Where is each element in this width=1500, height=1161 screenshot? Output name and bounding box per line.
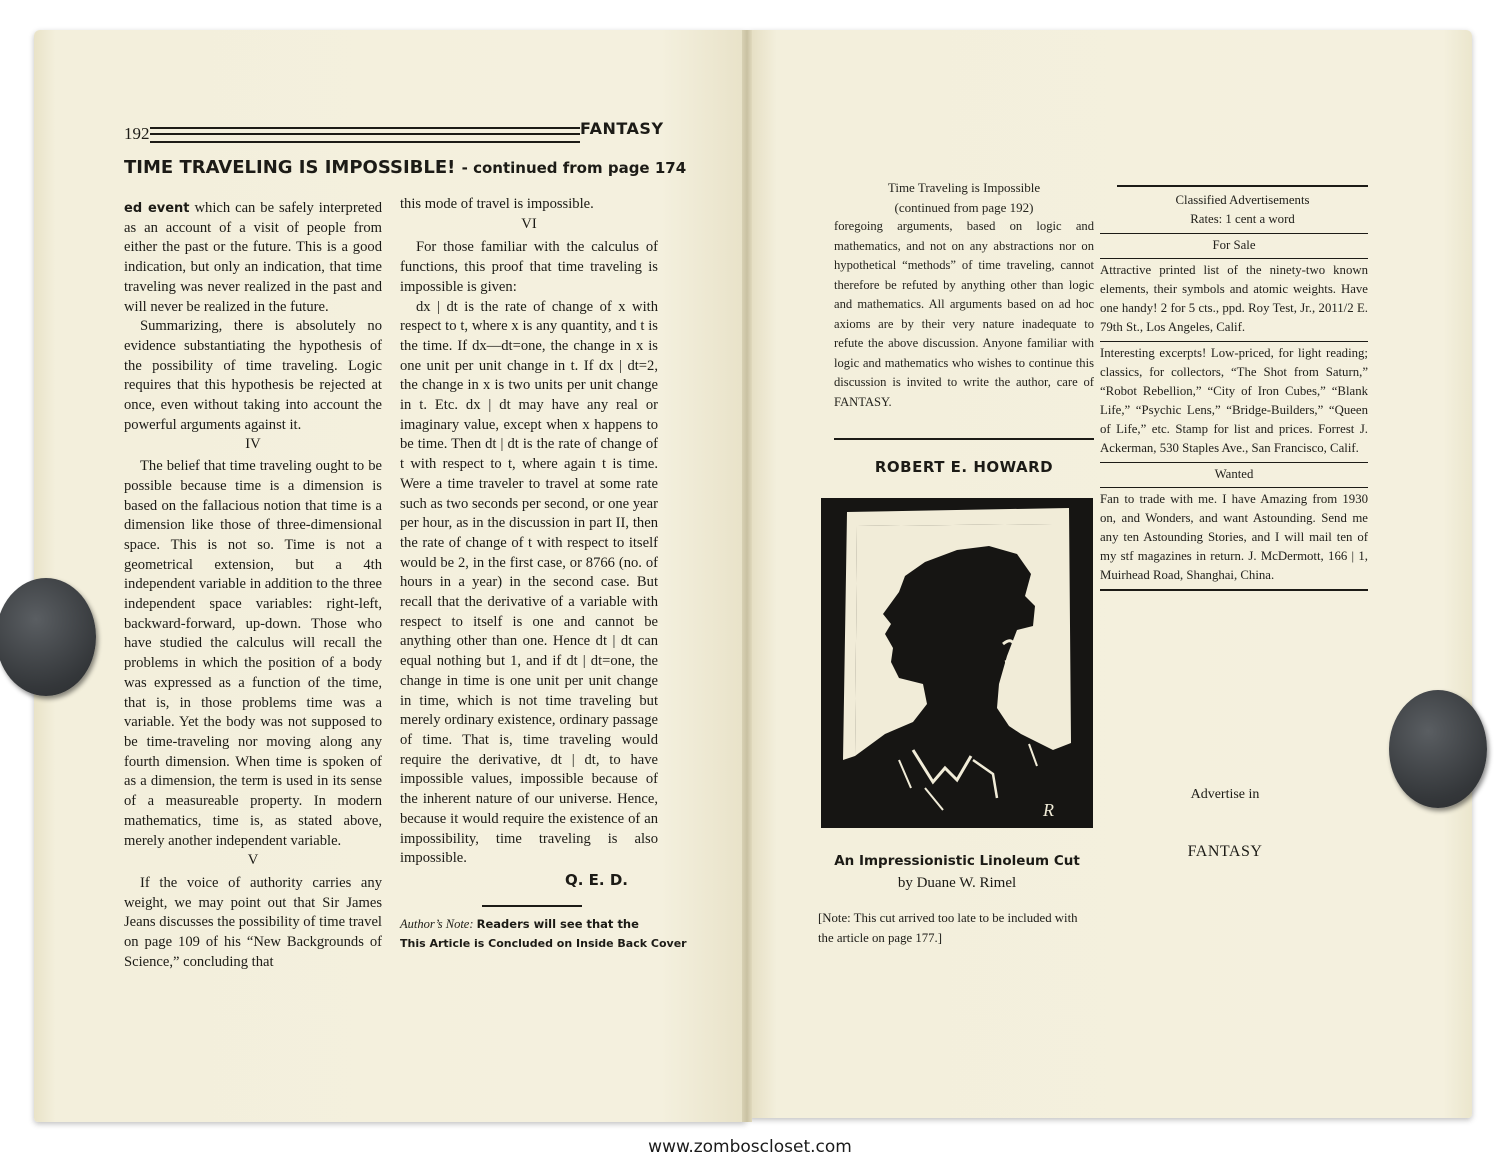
book-gutter <box>742 30 752 1122</box>
linoleum-cut-portrait <box>821 498 1093 828</box>
concluded-line: This Article is Concluded on Inside Back Cover <box>400 936 687 950</box>
paragraph: If the voice of authority carries any weight, we may point out that Sir James Jeans discusses the possibility of time travel on page 109 of his “New Backgrounds of Science,” concluding that <box>124 874 382 970</box>
ads-section-wanted: Wanted <box>1214 467 1254 481</box>
portrait-signature: R <box>1043 800 1054 820</box>
continuation-block <box>834 178 1094 412</box>
ad-item: Attractive printed list of the ninety-two known elements, their symbols and atomic weights. Have one handy! 2 for 5 cts., ppd. Roy Test, Jr., 2011/2 E. 79th St., Los Angeles, Calif. <box>1100 263 1368 334</box>
portrait-caption <box>822 850 1092 894</box>
advertise-magazine: FANTASY <box>1187 843 1263 860</box>
authors-note <box>400 915 658 934</box>
divider <box>482 905 582 907</box>
article-title-text: TIME TRAVELING IS IMPOSSIBLE! <box>124 157 456 178</box>
divider <box>1100 589 1368 591</box>
magnet-weight <box>1389 690 1487 808</box>
article-title <box>124 157 687 178</box>
divider <box>1117 185 1368 187</box>
paragraph-lead: ed event <box>124 201 190 216</box>
continuation-title: Time Traveling is Impossible <box>887 180 1041 195</box>
ads-title: Classified Advertisements <box>1175 193 1310 207</box>
paragraph: For those familiar with the calculus of functions, this proof that time traveling is impossible is given: <box>400 239 658 295</box>
section-heading: IV <box>245 436 261 453</box>
cut-note: [Note: This cut arrived too late to be included with the article on page 177.] <box>818 911 1078 945</box>
paragraph <box>124 199 382 317</box>
note-text: Readers will see that the <box>476 916 639 931</box>
article-title-continued: - continued from page 174 <box>461 159 687 177</box>
divider <box>834 438 1094 440</box>
magazine-name: FANTASY <box>580 119 664 138</box>
classified-ads <box>1100 185 1368 591</box>
caption-line-2: by Duane W. Rimel <box>897 875 1017 891</box>
magnet-weight <box>0 578 96 696</box>
watermark: www.zomboscloset.com <box>648 1137 852 1157</box>
ad-item: Interesting excerpts! Low-priced, for light reading; classics, for collectors, “The Shot from Saturn,” “Robot Rebellion,” “City of Iron Cubes,” “Blank Life,” “Psychic Lens,” “Bridge-Builders,” “Queen of Life,” etc. Stamp for list and prices. Forrest J. Ackerman, 530 Staples Ave., San Francisco, Calif. <box>1100 346 1368 455</box>
header-rule <box>150 127 580 143</box>
continuation-subtitle: (continued from page 192) <box>894 199 1034 215</box>
caption-line-1: An Impressionistic Linoleum Cut <box>834 853 1080 869</box>
article-column-1 <box>124 199 382 972</box>
qed-mark: Q. E. D. <box>565 870 628 889</box>
page-number: 192 <box>124 124 150 143</box>
ad-item: Fan to trade with me. I have Amazing from 1930 on, and Wonders, and want Astounding. Send me any ten Astounding Stories, and I will mail ten of my stf magazines in return. J. McDermott, 166 | 1, Muirhead Road, Shanghai, China. <box>1100 492 1368 582</box>
paragraph: this mode of travel is impossible. <box>400 196 594 212</box>
paragraph: The belief that time traveling ought to be possible because time is a dimension is based on the fallacious notion that time is a dimension like those of three-dimensional space. This is not so. Time is not a geometrical extension, but a 4th independent variable in addition to the three independent space variables: right-left, backward-forward, up-down. Those who have studied the calculus will recall the problems in which the position of a body was expressed as a function of the time, that is, in those problems time was a variable. Yet the body was not supposed to be time-traveling nor moving along any fourth dimension. When time is spoken of as a dimension, the term is used in its sense of a measureable property. In modern mathematics, time is, as stated above, merely another independent variable. <box>124 458 382 849</box>
section-heading: VI <box>521 215 537 232</box>
portrait-silhouette-image <box>821 498 1093 828</box>
continuation-text: foregoing arguments, based on logic and mathematics, and not on any abstractions nor on hypothetical “methods” of time traveling, cannot therefore be refuted by anything other than logic and mathematics. All arguments based on ad hoc axioms are by their very nature inadequate to refute the above discussion. Anyone familiar with logic and mathematics who wishes to continue this discussion is invited to write the author, care of FANTASY. <box>834 219 1094 409</box>
paragraph: dx | dt is the rate of change of x with respect to t, where x is any quantity, and t is the time. If dx—dt=one, the change in x is one unit per unit change in t. If dx | dt=2, the change in x is two units per unit change in t. Etc. dx | dt may have any real or imaginary value, except when x happens to be time. Then dt | dt is the rate of change of t with respect to t, where again t is time. Were a time traveler to travel at some rate such as two seconds per second, or one year per hour, as in the discussion in part II, then the rate of change of t with respect to itself would be 2, in the first case, or 8766 (no. of hours in a year) in the second case. But recall that the derivative of a variable with respect to itself is one and cannot be anything other than one. Hence dt | dt can equal nothing but 1, and if dt | dt=one, the change in time is one unit per unit change in time, which is not time traveling but merely ordinary existence, ordinary passage of time. That is, time traveling would require the derivative, dt | dt, to have impossible values, impossible because of the inherent nature of our universe. Hence, because it would require the existence of an impossibility, time traveling is also impossible. <box>400 298 658 867</box>
paragraph-text: which can be safely interpreted as an account of a visit of people from either the past or the future. This is a good indication, but only an indication, that time traveling was never realized in the past and will never be realized in the future. <box>124 200 382 315</box>
ads-rates: Rates: 1 cent a word <box>1190 212 1295 226</box>
portrait-heading: ROBERT E. HOWARD <box>874 458 1054 476</box>
article-column-2 <box>400 195 687 953</box>
paragraph: Summarizing, there is absolutely no evidence substantiating the hypothesis of the possibility of time traveling. Logic requires that this hypothesis be rejected at once, even without taking into account the powerful arguments against it. <box>124 318 382 433</box>
section-heading: V <box>247 852 259 869</box>
note-label: Author’s Note: <box>400 916 474 931</box>
advertise-line: Advertise in <box>1190 787 1260 802</box>
ads-section-for-sale: For Sale <box>1212 238 1256 252</box>
